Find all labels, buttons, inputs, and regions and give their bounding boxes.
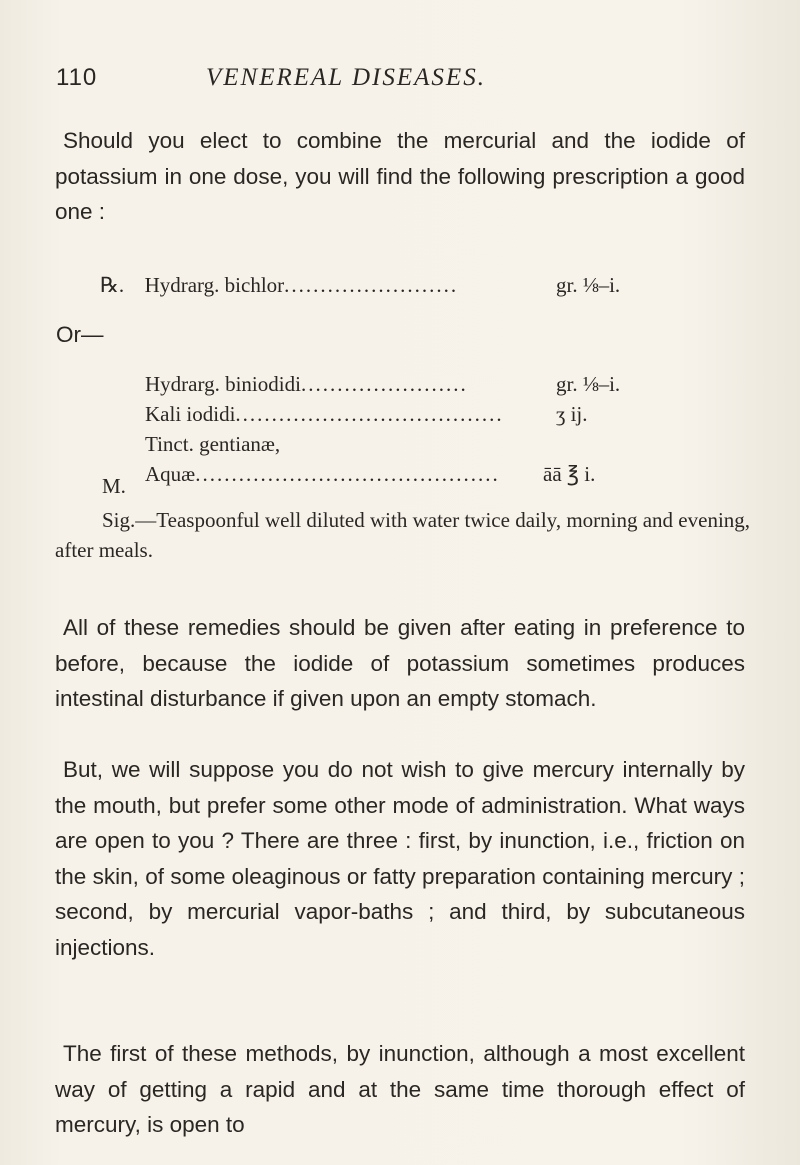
rx-line-first <box>100 270 680 300</box>
rx-symbol: ℞. <box>100 273 125 297</box>
drug-name: Aquæ <box>145 462 196 486</box>
dot-leader: ..................................... <box>235 402 504 426</box>
drug-name: Tinct. gentianæ, <box>145 432 281 456</box>
m-label: M. <box>102 474 126 498</box>
dose: āā ℥ i. <box>543 462 596 486</box>
body-paragraph: All of these remedies should be given after eating in preference to before, because the iodide of potassium sometimes produces intestinal disturbance if given upon an empty stomach. <box>55 615 745 711</box>
dot-leader: ....................... <box>300 372 468 396</box>
body-paragraph: The first of these methods, by inunction, although a most excellent way of getting a rapid and at the same time thorough effect of mercury, is open to <box>55 1041 745 1137</box>
dose: gr. ⅛–i. <box>556 273 621 297</box>
dose: ʒ ij. <box>556 402 588 426</box>
rx-line <box>145 429 685 459</box>
rx-line <box>145 369 685 399</box>
page-number: 110 <box>56 64 98 91</box>
page-header <box>56 64 760 104</box>
or-label: Or— <box>56 322 104 347</box>
dot-leader: ........................ <box>284 273 459 297</box>
drug-name: Hydrarg. biniodidi <box>145 372 301 396</box>
running-title: VENEREAL DISEASES. <box>206 64 486 91</box>
rx-line <box>145 459 685 489</box>
dose: gr. ⅛–i. <box>556 372 621 396</box>
rx-line <box>145 399 685 429</box>
drug-name: Hydrarg. bichlor <box>144 273 285 297</box>
body-paragraph: But, we will suppose you do not wish to give mercury internally by the mouth, but prefer some other mode of administration. What ways are open to you ? There are three : first, by inunction, i.e., friction on the skin, of some oleaginous or fatty preparation containing mercury ; second, by mercurial vapor-baths ; and third, by subcutaneous injections. <box>55 757 745 960</box>
intro-paragraph: Should you elect to combine the mercurial and the iodide of potassium in one dose, you will find the following prescription a good one : <box>55 128 745 224</box>
signa-instructions: Sig.—Teaspoonful well diluted with water twice daily, morning and evening, after meals. <box>55 508 751 562</box>
drug-name: Kali iodidi <box>145 402 236 426</box>
dot-leader: .......................................... <box>195 462 500 486</box>
